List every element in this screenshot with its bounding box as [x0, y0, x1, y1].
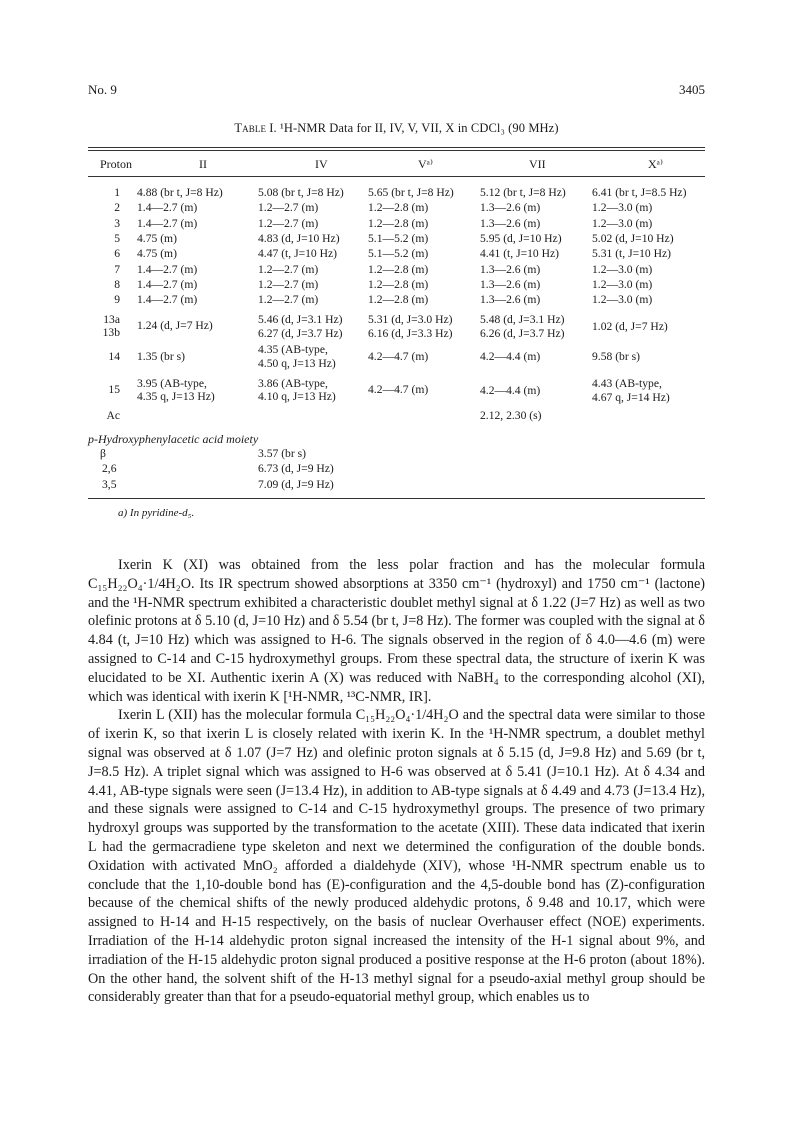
cell-II: 1.4—2.7 (m): [137, 277, 198, 291]
proton-13a: 13a: [103, 313, 120, 326]
proton-label: 8: [114, 277, 120, 291]
cell-II: 4.88 (br t, J=8 Hz): [137, 186, 223, 199]
proton-label: 5: [114, 231, 120, 245]
cell-14-V: 4.2—4.7 (m): [368, 350, 429, 363]
cell-15-IV-1: 3.86 (AB-type,: [258, 377, 328, 390]
cell-IV: 1.2—2.7 (m): [258, 216, 319, 230]
cell-VII: 4.41 (t, J=10 Hz): [480, 247, 559, 261]
cell-X: 1.2—3.0 (m): [592, 262, 653, 276]
cell-IV: 1.2—2.7 (m): [258, 277, 319, 291]
cell-V: 1.2—2.8 (m): [368, 277, 429, 291]
cell-IV: 1.2—2.7 (m): [258, 293, 319, 307]
cell-X: 5.02 (d, J=10 Hz): [592, 231, 674, 245]
cell-VII: 5.95 (d, J=10 Hz): [480, 231, 562, 245]
cell-V: 1.2—2.8 (m): [368, 201, 429, 215]
cell-14-IV-2: 4.50 q, J=13 Hz): [258, 357, 336, 370]
col-header-proton: Proton: [100, 157, 133, 171]
cell-X: 1.2—3.0 (m): [592, 216, 653, 230]
moiety-shift: 6.73 (d, J=9 Hz): [258, 462, 334, 476]
cell-II: 1.4—2.7 (m): [137, 216, 198, 230]
cell-IV: 5.08 (br t, J=8 Hz): [258, 186, 344, 199]
cell-X: 1.2—3.0 (m): [592, 277, 653, 291]
table-top-rule: [88, 147, 705, 148]
cell-15-VII: 4.2—4.4 (m): [480, 384, 541, 397]
table-caption-label: Table I.: [234, 121, 277, 135]
cell-15-X-2: 4.67 q, J=14 Hz): [592, 391, 670, 404]
cell-V: 1.2—2.8 (m): [368, 262, 429, 276]
moiety-proton: β: [100, 447, 106, 460]
cell-V: 1.2—2.8 (m): [368, 216, 429, 230]
cell-15-X-1: 4.43 (AB-type,: [592, 377, 662, 390]
cell-IV: 1.2—2.7 (m): [258, 201, 319, 215]
cell-V: 5.1—5.2 (m): [368, 247, 429, 261]
cell-VII: 1.3—2.6 (m): [480, 277, 541, 291]
page-number: 3405: [679, 82, 705, 97]
cell-V: 5.1—5.2 (m): [368, 231, 429, 245]
proton-label: 2: [114, 201, 120, 215]
cell-14-VII: 4.2—4.4 (m): [480, 350, 541, 363]
proton-15: 15: [108, 383, 120, 396]
cell-II: 1.4—2.7 (m): [137, 262, 198, 276]
table-footnote: [118, 507, 194, 519]
table-caption: [0, 121, 793, 136]
table-caption-text: ¹H-NMR Data for II, IV, V, VII, X in CDCl₃ (90 MHz): [280, 121, 559, 135]
moiety-shift: 3.57 (br s): [258, 447, 306, 460]
article-body: [88, 556, 705, 1007]
cell-14-IV-1: 4.35 (AB-type,: [258, 343, 328, 356]
cell-X: 6.41 (br t, J=8.5 Hz): [592, 186, 687, 199]
moiety-title: [88, 432, 258, 447]
cell-VII: 1.3—2.6 (m): [480, 216, 541, 230]
col-header-VII: VII: [529, 157, 546, 171]
proton-label: 6: [114, 247, 120, 261]
cell-X: 1.2—3.0 (m): [592, 293, 653, 307]
cell-II: 1.4—2.7 (m): [137, 293, 198, 307]
cell-13a-V: 5.31 (d, J=3.0 Hz): [368, 313, 453, 326]
proton-label: 9: [114, 293, 120, 307]
cell-II: 4.75 (m): [137, 247, 177, 261]
moiety-title-text: p-Hydroxyphenylacetic acid moiety: [88, 432, 259, 446]
cell-15-II-1: 3.95 (AB-type,: [137, 377, 207, 390]
paragraph-ixerin-k: Ixerin K (XI) was obtained from the less polar fraction and has the molecular formula C₁₅H₂₂O₄·1/4H₂O. Its IR spectrum showed absorptions at 3350 cm⁻¹ (hydroxyl) and 1750 cm⁻¹ (lactone) and the ¹H-NMR spectrum exhibited a characteristic doublet methyl signal at δ 1.22 (J=7 Hz) as well as two olefinic protons at δ 5.10 (d, J=10 Hz) and δ 5.54 (br t, J=8 Hz). The former was coupled with the signal at δ 4.84 (t, J=10 Hz) which was assigned to H-6. The signals observed in the region of δ 4.0—4.6 (m) were assigned to C-14 and C-15 hydroxymethyl groups. From these spectral data, the structure of ixerin K was elucidated to be XI. Authentic ixerin A (X) was reduced with NaBH₄ to the corresponding alcohol (XI), which was identical with ixerin K [¹H-NMR, ¹³C-NMR, IR].: [88, 557, 705, 705]
table-footnote-text: a) In pyridine-d₅.: [118, 507, 195, 519]
cell-VII: 1.3—2.6 (m): [480, 201, 541, 215]
proton-13b: 13b: [102, 326, 120, 339]
cell-II: 4.75 (m): [137, 231, 177, 245]
cell-15-V: 4.2—4.7 (m): [368, 383, 429, 396]
cell-15-II-2: 4.35 q, J=13 Hz): [137, 390, 215, 403]
cell-13a-IV: 5.46 (d, J=3.1 Hz): [258, 313, 343, 326]
cell-13-X: 1.02 (d, J=7 Hz): [592, 320, 668, 333]
paragraph-ixerin-l: Ixerin L (XII) has the molecular formula C₁₅H₂₂O₄·1/4H₂O and the spectral data were similar to those of ixerin K, so that ixerin L is closely related with ixerin K. In the ¹H-NMR spectrum, a doublet methyl signal was observed at δ 1.07 (J=7 Hz) and olefinic proton signals at δ 5.15 (d, J=9.8 Hz) and 5.69 (br t, J=8.5 Hz). A triplet signal which was assigned to H-6 was observed at δ 5.41 (J=10.1 Hz). At δ 4.34 and 4.41, AB-type signals were seen (J=13.4 Hz), in addition to AB-type signals at δ 4.49 and 4.73 (J=13.4 Hz), and these signals were assigned to C-14 and C-15 hydroxymethyl groups. The presence of two primary hydroxyl groups was supported by the transformation to the acetate (XIII). These data indicated that ixerin L had the germacradiene type skeleton and next we determined the configuration of the double bonds. Oxidation with activated MnO₂ afforded a dialdehyde (XIV), whose ¹H-NMR spectrum enable us to conclude that the 1,10-double bond has (E)-configuration and the 4,5-double bond has (Z)-configuration because of the chemical shifts of the newly produced aldehydic protons, δ 9.48 and 10.17, which were assigned to H-14 and H-15 respectively, on the basis of nuclear Overhauser effect (NOE) experiments. Irradiation of the H-14 aldehydic proton signal increased the intensity of the H-1 signal about 9%, and irradiation of the H-15 aldehydic proton signal produced a positive response at the H-6 proton (about 18%). On the other hand, the solvent shift of the H-13 methyl signal for a pseudo-axial methyl group should be considerably greater than that for a pseudo-equatorial methyl group, which enables us to: [88, 707, 705, 1006]
proton-label: 7: [114, 262, 120, 276]
moiety-shift: 7.09 (d, J=9 Hz): [258, 477, 334, 491]
journal-issue: No. 9: [88, 82, 117, 97]
cell-13a-VII: 5.48 (d, J=3.1 Hz): [480, 313, 565, 326]
moiety-proton: 2,6: [102, 462, 117, 476]
cell-13b-VII: 6.26 (d, J=3.7 Hz): [480, 327, 565, 340]
cell-IV: 4.47 (t, J=10 Hz): [258, 247, 337, 261]
cell-15-IV-2: 4.10 q, J=13 Hz): [258, 390, 336, 403]
proton-label: 3: [114, 216, 120, 230]
proton-label: 1: [114, 186, 120, 199]
table-top-rule-double: [88, 150, 705, 151]
col-header-IV: IV: [315, 157, 328, 171]
proton-Ac: Ac: [106, 409, 120, 422]
table-bottom-rule: [88, 498, 705, 499]
cell-V: 5.65 (br t, J=8 Hz): [368, 186, 454, 199]
proton-14: 14: [108, 350, 120, 363]
cell-V: 1.2—2.8 (m): [368, 293, 429, 307]
cell-X: 5.31 (t, J=10 Hz): [592, 247, 671, 261]
cell-VII: 5.12 (br t, J=8 Hz): [480, 186, 566, 199]
table-header-rule: [88, 176, 705, 177]
cell-IV: 1.2—2.7 (m): [258, 262, 319, 276]
cell-VII: 1.3—2.6 (m): [480, 262, 541, 276]
col-header-II: II: [199, 157, 207, 171]
cell-14-X: 9.58 (br s): [592, 350, 640, 363]
col-header-X: Xᵃ⁾: [648, 157, 663, 171]
cell-13b-V: 6.16 (d, J=3.3 Hz): [368, 327, 453, 340]
cell-X: 1.2—3.0 (m): [592, 201, 653, 215]
cell-Ac-VII: 2.12, 2.30 (s): [480, 409, 542, 422]
cell-IV: 4.83 (d, J=10 Hz): [258, 231, 340, 245]
cell-VII: 1.3—2.6 (m): [480, 293, 541, 307]
cell-13b-IV: 6.27 (d, J=3.7 Hz): [258, 327, 343, 340]
cell-14-II: 1.35 (br s): [137, 350, 185, 363]
col-header-V: Vᵃ⁾: [418, 157, 433, 171]
cell-13-II: 1.24 (d, J=7 Hz): [137, 319, 213, 332]
moiety-proton: 3,5: [102, 477, 117, 491]
cell-II: 1.4—2.7 (m): [137, 201, 198, 215]
